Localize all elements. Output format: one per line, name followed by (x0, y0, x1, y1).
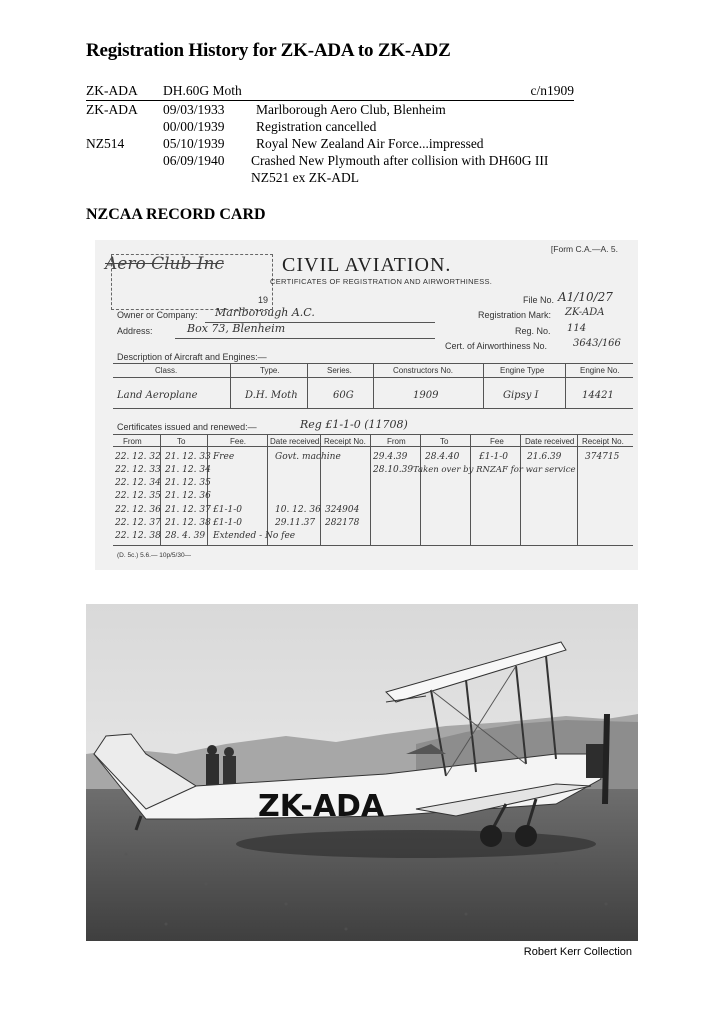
record-card-scan (95, 240, 638, 570)
fuselage-registration-marking: ZK-ADA (258, 789, 385, 824)
row-event: Royal New Zealand Air Force...impressed (256, 136, 484, 151)
row-event: Crashed New Plymouth after collision with DH60G III (251, 153, 549, 168)
renewal-cell: 324904 (325, 505, 360, 515)
certificates-label: Certificates issued and renewed:— (117, 422, 257, 432)
airworthiness-value: 3643/166 (573, 338, 621, 349)
section-title: NZCAA RECORD CARD (86, 206, 266, 223)
renewal-header-from: From (123, 437, 142, 446)
row-event: NZ521 ex ZK-ADL (251, 170, 359, 185)
renewal-header-to-2: To (440, 437, 449, 446)
airworthiness-label: Cert. of Airworthiness No. (445, 341, 548, 351)
engine-header-series: Series. (327, 366, 352, 375)
registration-header-row (86, 82, 574, 101)
engine-header-type: Type. (260, 366, 280, 375)
renewal-cell: £1-1-0 (213, 505, 242, 515)
renewal-header-from-2: From (387, 437, 406, 446)
renewal-cell: 22. 12. 36 (115, 505, 161, 515)
registration-row (86, 135, 574, 152)
renewal-header-date-received-2: Date received (525, 437, 575, 446)
renewal-header-fee-2: Fee (490, 437, 504, 446)
row-date: 00/00/1939 (163, 119, 225, 134)
engine-header-constructors-no: Constructors No. (393, 366, 454, 375)
header-constructor-number: c/n1909 (530, 83, 574, 98)
registration-row (86, 118, 574, 135)
renewal-cell: 22. 12. 33 (115, 465, 161, 475)
header-aircraft-type: DH.60G Moth (163, 83, 242, 98)
row-date: 09/03/1933 (163, 102, 225, 117)
card-subtitle: CERTIFICATES OF REGISTRATION AND AIRWORTHINESS. (270, 277, 493, 286)
renewal-header-receipt-no-2: Receipt No. (582, 437, 624, 446)
row-date: 06/09/1940 (163, 153, 225, 168)
engine-class-value: Land Aeroplane (117, 390, 198, 401)
certificates-value: Reg £1-1-0 (11708) (300, 418, 408, 431)
renewal-cell: 22. 12. 32 (115, 452, 161, 462)
renewal-cell: 21. 12. 34 (165, 465, 211, 475)
form-reference: [Form C.A.—A. 5. (550, 244, 618, 254)
renewal-cell: 21. 12. 37 (165, 505, 211, 515)
row-event: Marlborough Aero Club, Blenheim (256, 102, 446, 117)
registration-mark-value: ZK-ADA (565, 307, 605, 318)
registration-mark-label: Registration Mark: (478, 310, 552, 320)
engine-header-engine-type: Engine Type (500, 366, 545, 375)
renewal-cell: Extended - No fee (213, 531, 296, 541)
row-registration: ZK-ADA (86, 102, 138, 117)
registration-row (86, 101, 574, 118)
renewal-cell: 22. 12. 37 (115, 518, 161, 528)
renewal-cell: 21. 12. 38 (165, 518, 211, 528)
renewal-cell: £1-1-0 (479, 452, 508, 462)
card-year-fragment: 19 (258, 295, 269, 305)
card-title: CIVIL AVIATION. (282, 254, 452, 276)
reg-no-value: 114 (567, 323, 587, 334)
renewal-cell: 22. 12. 34 (115, 478, 161, 488)
aircraft-photo (86, 604, 638, 941)
engine-no-value: 14421 (582, 390, 614, 401)
renewal-cell: 29.4.39 (373, 452, 408, 462)
renewal-cell: £1-1-0 (213, 518, 242, 528)
renewal-header-to: To (177, 437, 186, 446)
renewal-cell: 29.11.37 (275, 518, 316, 528)
file-no-value: A1/10/27 (558, 290, 613, 304)
struck-out-text: Aero Club Inc (105, 254, 224, 274)
registration-history-table (86, 82, 574, 186)
row-registration: NZ514 (86, 136, 125, 151)
owner-value: Marlborough A.C. (215, 306, 315, 319)
renewal-cell: Taken over by RNZAF for war service (413, 465, 576, 475)
renewal-cell: Govt. machine (275, 452, 341, 462)
engine-header-engine-no: Engine No. (580, 366, 620, 375)
owner-label: Owner or Company: (117, 310, 198, 320)
registration-row (86, 169, 574, 186)
renewal-cell: 28.4.40 (425, 452, 460, 462)
address-value: Box 73, Blenheim (187, 322, 286, 335)
engine-header-class: Class. (155, 366, 178, 375)
registration-row (86, 152, 574, 169)
renewal-cell: 28.10.39 (373, 465, 414, 475)
renewal-header-receipt-no: Receipt No. (324, 437, 366, 446)
description-label: Description of Aircraft and Engines:— (117, 352, 267, 362)
renewal-cell: 22. 12. 35 (115, 491, 161, 501)
file-no-label: File No. (523, 295, 555, 305)
constructors-no-value: 1909 (413, 390, 439, 401)
engine-type-value: D.H. Moth (245, 390, 298, 401)
row-date: 05/10/1939 (163, 136, 225, 151)
renewal-cell: Free (213, 452, 235, 462)
renewal-cell: 282178 (325, 518, 360, 528)
renewal-header-date-received: Date received. (270, 437, 322, 446)
page-title: Registration History for ZK-ADA to ZK-ADZ (86, 40, 451, 61)
photo-caption: Robert Kerr Collection (523, 946, 632, 958)
renewal-cell: 21.6.39 (527, 452, 562, 462)
renewal-cell: 22. 12. 38 (115, 531, 161, 541)
card-footer-print-ref: (D. 5c.) 5.6.— 10p/5/30— (117, 552, 192, 559)
engine-type-name-value: Gipsy I (503, 390, 539, 401)
renewal-cell: 21. 12. 35 (165, 478, 211, 488)
reg-no-label: Reg. No. (515, 326, 551, 336)
renewal-cell: 374715 (585, 452, 620, 462)
renewal-cell: 21. 12. 33 (165, 452, 211, 462)
row-event: Registration cancelled (256, 119, 377, 134)
renewal-cell: 28. 4. 39 (165, 531, 206, 541)
engine-series-value: 60G (333, 390, 354, 401)
renewal-cell: 21. 12. 36 (165, 491, 211, 501)
address-label: Address: (117, 326, 153, 336)
renewal-header-fee: Fee. (230, 437, 247, 446)
renewal-cell: 10. 12. 36 (275, 505, 321, 515)
header-registration: ZK-ADA (86, 83, 138, 98)
